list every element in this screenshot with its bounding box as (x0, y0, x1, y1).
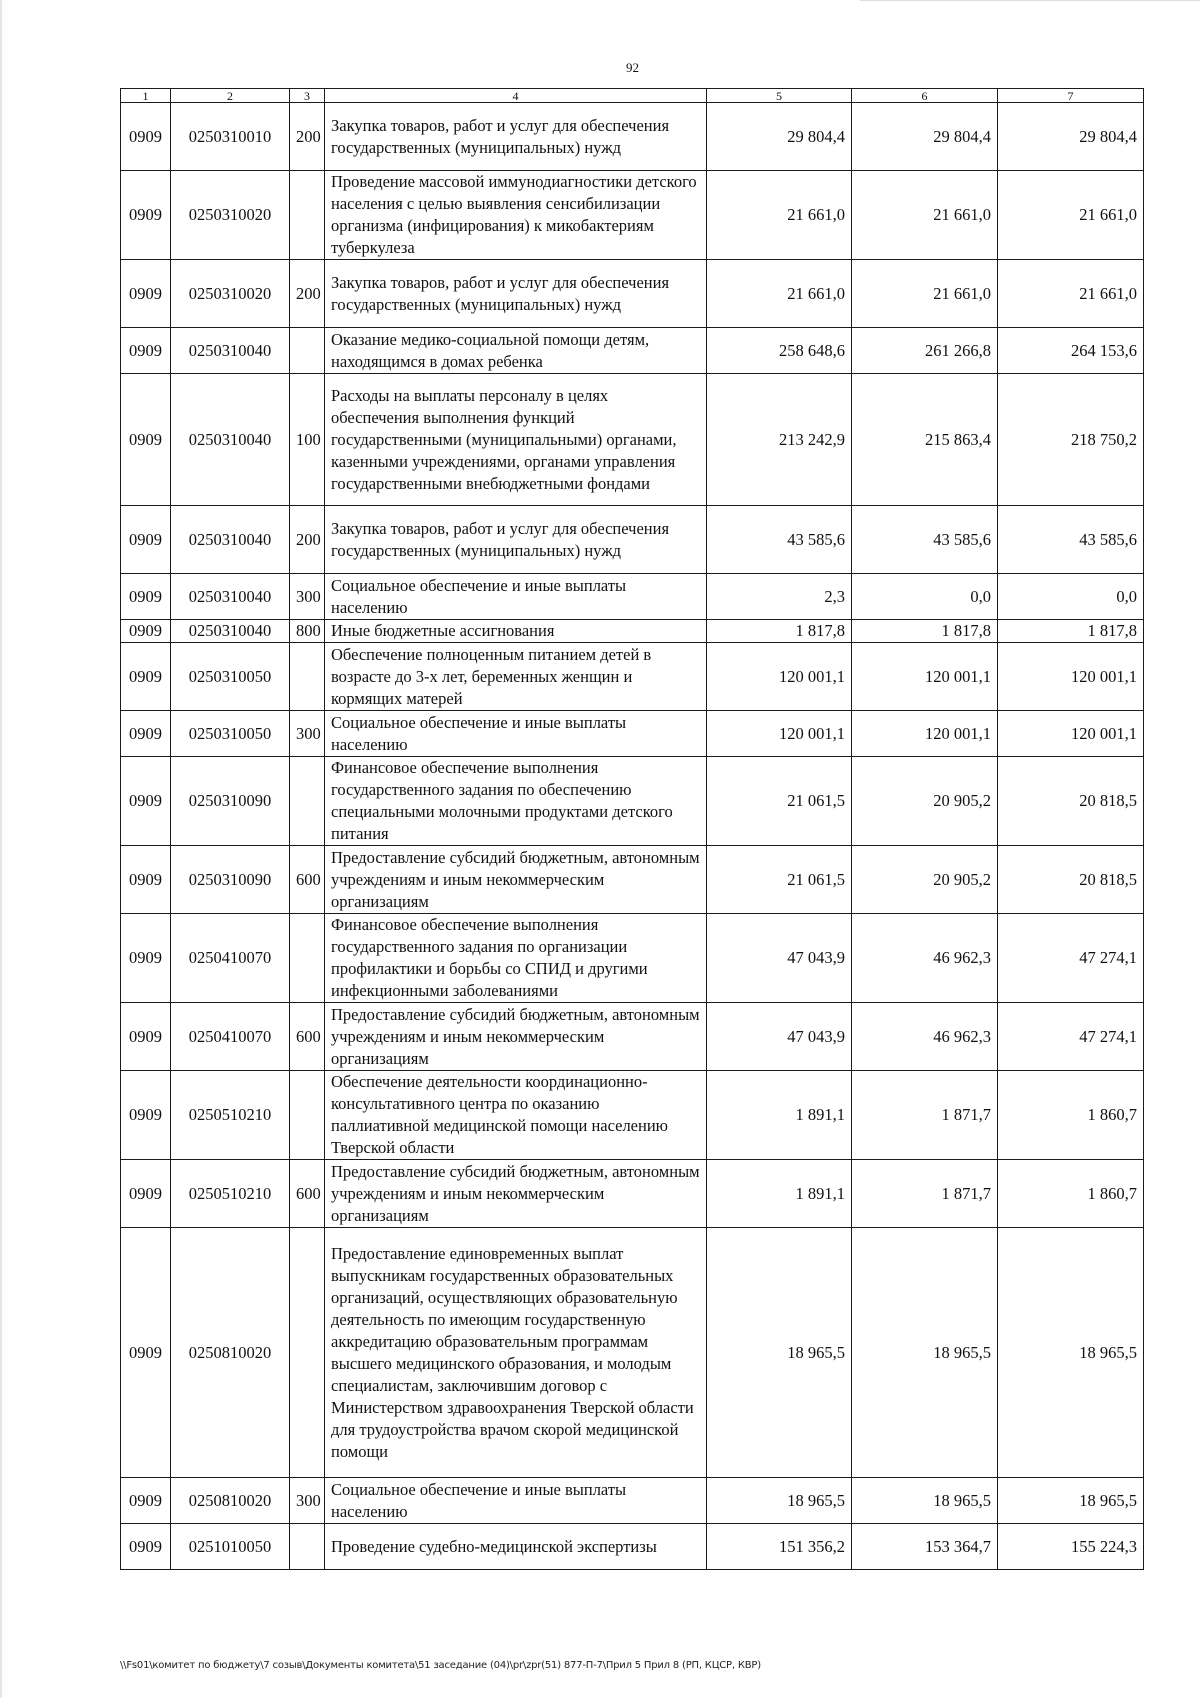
value-col5-cell: 151 356,2 (707, 1524, 852, 1570)
value-col6-cell: 21 661,0 (852, 171, 998, 260)
value-col7-cell: 20 818,5 (998, 846, 1144, 914)
expense-type-cell: 800 (290, 620, 325, 643)
value-col7-cell: 18 965,5 (998, 1228, 1144, 1478)
value-col6-cell: 29 804,4 (852, 103, 998, 171)
column-header: 3 (290, 89, 325, 103)
scan-top-line (860, 0, 1200, 1)
item-name-cell: Обеспечение полноценным питанием детей в возрасте до 3-х лет, беременных женщин и кормящих матерей (325, 643, 707, 711)
value-col6-cell: 215 863,4 (852, 374, 998, 506)
item-name-cell: Оказание медико-социальной помощи детям, находящимся в домах ребенка (325, 328, 707, 374)
table-row (121, 103, 1144, 171)
value-col5-cell: 2,3 (707, 574, 852, 620)
section-code-cell: 0909 (121, 374, 171, 506)
expense-type-cell: 300 (290, 1478, 325, 1524)
column-header: 5 (707, 89, 852, 103)
expense-type-cell: 600 (290, 1160, 325, 1228)
table-row (121, 171, 1144, 260)
table-row (121, 1524, 1144, 1570)
item-name-cell: Иные бюджетные ассигнования (325, 620, 707, 643)
value-col6-cell: 20 905,2 (852, 846, 998, 914)
value-col7-cell: 21 661,0 (998, 260, 1144, 328)
section-code-cell: 0909 (121, 914, 171, 1003)
expense-type-cell (290, 171, 325, 260)
footer-file-path: \\Fs01\комитет по бюджету\7 созыв\Документы комитета\51 заседание (04)\pr\zpr(51) 877-П-7\Прил 5 Прил 8 (РП, КЦСР, КВР) (120, 1660, 761, 1671)
table-row (121, 757, 1144, 846)
value-col5-cell: 47 043,9 (707, 914, 852, 1003)
value-col7-cell: 1 817,8 (998, 620, 1144, 643)
expense-type-cell: 200 (290, 260, 325, 328)
section-code-cell: 0909 (121, 103, 171, 171)
value-col6-cell: 120 001,1 (852, 711, 998, 757)
value-col5-cell: 21 061,5 (707, 757, 852, 846)
expense-type-cell (290, 643, 325, 711)
value-col7-cell: 0,0 (998, 574, 1144, 620)
value-col7-cell: 264 153,6 (998, 328, 1144, 374)
value-col6-cell: 18 965,5 (852, 1228, 998, 1478)
value-col6-cell: 21 661,0 (852, 260, 998, 328)
expense-type-cell: 100 (290, 374, 325, 506)
table-row (121, 620, 1144, 643)
expense-type-cell (290, 914, 325, 1003)
value-col6-cell: 0,0 (852, 574, 998, 620)
table-row (121, 506, 1144, 574)
expense-type-cell: 300 (290, 711, 325, 757)
item-name-cell: Социальное обеспечение и иные выплаты населению (325, 711, 707, 757)
budget-table (120, 88, 1144, 1570)
value-col6-cell: 1 871,7 (852, 1071, 998, 1160)
section-code-cell: 0909 (121, 260, 171, 328)
target-code-cell: 0250310020 (171, 260, 290, 328)
item-name-cell: Проведение массовой иммунодиагностики детского населения с целью выявления сенсибилизации организма (инфицирования) к микобактериям туберкулеза (325, 171, 707, 260)
value-col5-cell: 1 817,8 (707, 620, 852, 643)
value-col6-cell: 1 817,8 (852, 620, 998, 643)
target-code-cell: 0250810020 (171, 1228, 290, 1478)
target-code-cell: 0250310040 (171, 328, 290, 374)
value-col6-cell: 1 871,7 (852, 1160, 998, 1228)
target-code-cell: 0250510210 (171, 1071, 290, 1160)
value-col7-cell: 21 661,0 (998, 171, 1144, 260)
table-row (121, 1160, 1144, 1228)
target-code-cell: 0250810020 (171, 1478, 290, 1524)
value-col6-cell: 43 585,6 (852, 506, 998, 574)
target-code-cell: 0250410070 (171, 914, 290, 1003)
expense-type-cell: 200 (290, 103, 325, 171)
target-code-cell: 0250310020 (171, 171, 290, 260)
value-col5-cell: 18 965,5 (707, 1478, 852, 1524)
value-col7-cell: 155 224,3 (998, 1524, 1144, 1570)
column-header: 2 (171, 89, 290, 103)
table-row (121, 574, 1144, 620)
value-col5-cell: 21 061,5 (707, 846, 852, 914)
section-code-cell: 0909 (121, 1228, 171, 1478)
value-col7-cell: 120 001,1 (998, 711, 1144, 757)
table-row (121, 328, 1144, 374)
table-row (121, 1003, 1144, 1071)
section-code-cell: 0909 (121, 506, 171, 574)
value-col7-cell: 1 860,7 (998, 1071, 1144, 1160)
expense-type-cell: 200 (290, 506, 325, 574)
item-name-cell: Обеспечение деятельности координационно-консультативного центра по оказанию паллиативной медицинской помощи населению Тверской области (325, 1071, 707, 1160)
table-row (121, 374, 1144, 506)
section-code-cell: 0909 (121, 757, 171, 846)
table-row (121, 914, 1144, 1003)
item-name-cell: Расходы на выплаты персоналу в целях обеспечения выполнения функций государственными (муниципальными) органами, казенными учреждениями, органами управления государственными внебюджетными фондами (325, 374, 707, 506)
value-col5-cell: 43 585,6 (707, 506, 852, 574)
expense-type-cell (290, 328, 325, 374)
value-col6-cell: 120 001,1 (852, 643, 998, 711)
value-col5-cell: 29 804,4 (707, 103, 852, 171)
expense-type-cell: 600 (290, 1003, 325, 1071)
table-header-row (121, 89, 1144, 103)
item-name-cell: Проведение судебно-медицинской экспертизы (325, 1524, 707, 1570)
value-col7-cell: 43 585,6 (998, 506, 1144, 574)
section-code-cell: 0909 (121, 1524, 171, 1570)
table-row (121, 1228, 1144, 1478)
section-code-cell: 0909 (121, 846, 171, 914)
value-col7-cell: 120 001,1 (998, 643, 1144, 711)
value-col6-cell: 20 905,2 (852, 757, 998, 846)
value-col7-cell: 47 274,1 (998, 1003, 1144, 1071)
item-name-cell: Предоставление субсидий бюджетным, автономным учреждениям и иным некоммерческим организациям (325, 1160, 707, 1228)
value-col5-cell: 1 891,1 (707, 1071, 852, 1160)
target-code-cell: 0250310050 (171, 643, 290, 711)
item-name-cell: Финансовое обеспечение выполнения государственного задания по организации профилактики и борьбы со СПИД и другими инфекционными заболеваниями (325, 914, 707, 1003)
item-name-cell: Финансовое обеспечение выполнения государственного задания по обеспечению специальными молочными продуктами детского питания (325, 757, 707, 846)
value-col7-cell: 29 804,4 (998, 103, 1144, 171)
item-name-cell: Закупка товаров, работ и услуг для обеспечения государственных (муниципальных) нужд (325, 260, 707, 328)
value-col7-cell: 18 965,5 (998, 1478, 1144, 1524)
target-code-cell: 0250310040 (171, 374, 290, 506)
section-code-cell: 0909 (121, 711, 171, 757)
target-code-cell: 0250310040 (171, 574, 290, 620)
value-col6-cell: 46 962,3 (852, 1003, 998, 1071)
section-code-cell: 0909 (121, 328, 171, 374)
expense-type-cell: 600 (290, 846, 325, 914)
value-col7-cell: 1 860,7 (998, 1160, 1144, 1228)
value-col5-cell: 18 965,5 (707, 1228, 852, 1478)
scan-edge (0, 0, 2, 1698)
value-col6-cell: 261 266,8 (852, 328, 998, 374)
value-col7-cell: 218 750,2 (998, 374, 1144, 506)
value-col7-cell: 47 274,1 (998, 914, 1144, 1003)
expense-type-cell (290, 1228, 325, 1478)
table-body (121, 103, 1144, 1570)
value-col5-cell: 120 001,1 (707, 643, 852, 711)
expense-type-cell: 300 (290, 574, 325, 620)
table-row (121, 1478, 1144, 1524)
table-row (121, 260, 1144, 328)
item-name-cell: Предоставление субсидий бюджетным, автономным учреждениям и иным некоммерческим организациям (325, 846, 707, 914)
table-row (121, 846, 1144, 914)
table-row (121, 711, 1144, 757)
item-name-cell: Социальное обеспечение и иные выплаты населению (325, 574, 707, 620)
target-code-cell: 0251010050 (171, 1524, 290, 1570)
item-name-cell: Социальное обеспечение и иные выплаты населению (325, 1478, 707, 1524)
table-row (121, 643, 1144, 711)
section-code-cell: 0909 (121, 1160, 171, 1228)
value-col5-cell: 213 242,9 (707, 374, 852, 506)
column-header: 7 (998, 89, 1144, 103)
value-col5-cell: 1 891,1 (707, 1160, 852, 1228)
section-code-cell: 0909 (121, 643, 171, 711)
section-code-cell: 0909 (121, 171, 171, 260)
table-row (121, 1071, 1144, 1160)
expense-type-cell (290, 757, 325, 846)
section-code-cell: 0909 (121, 574, 171, 620)
item-name-cell: Закупка товаров, работ и услуг для обеспечения государственных (муниципальных) нужд (325, 103, 707, 171)
item-name-cell: Предоставление субсидий бюджетным, автономным учреждениям и иным некоммерческим организациям (325, 1003, 707, 1071)
page-number: 92 (626, 60, 639, 75)
value-col6-cell: 46 962,3 (852, 914, 998, 1003)
expense-type-cell (290, 1071, 325, 1160)
expense-type-cell (290, 1524, 325, 1570)
value-col5-cell: 21 661,0 (707, 171, 852, 260)
target-code-cell: 0250510210 (171, 1160, 290, 1228)
section-code-cell: 0909 (121, 1071, 171, 1160)
value-col5-cell: 120 001,1 (707, 711, 852, 757)
value-col7-cell: 20 818,5 (998, 757, 1144, 846)
target-code-cell: 0250310090 (171, 846, 290, 914)
value-col5-cell: 258 648,6 (707, 328, 852, 374)
section-code-cell: 0909 (121, 1478, 171, 1524)
value-col6-cell: 18 965,5 (852, 1478, 998, 1524)
target-code-cell: 0250310050 (171, 711, 290, 757)
column-header: 6 (852, 89, 998, 103)
section-code-cell: 0909 (121, 1003, 171, 1071)
value-col5-cell: 21 661,0 (707, 260, 852, 328)
value-col6-cell: 153 364,7 (852, 1524, 998, 1570)
section-code-cell: 0909 (121, 620, 171, 643)
column-header: 1 (121, 89, 171, 103)
item-name-cell: Предоставление единовременных выплат выпускникам государственных образовательных организаций, осуществляющих образовательную деятельность по имеющим государственную аккредитацию образовательным программам высшего медицинского образования, и молодым специалистам, заключившим договор с Министерством здравоохранения Тверской области для трудоустройства врачом скорой медицинской помощи (325, 1228, 707, 1478)
target-code-cell: 0250410070 (171, 1003, 290, 1071)
target-code-cell: 0250310040 (171, 506, 290, 574)
target-code-cell: 0250310040 (171, 620, 290, 643)
value-col5-cell: 47 043,9 (707, 1003, 852, 1071)
target-code-cell: 0250310090 (171, 757, 290, 846)
column-header: 4 (325, 89, 707, 103)
item-name-cell: Закупка товаров, работ и услуг для обеспечения государственных (муниципальных) нужд (325, 506, 707, 574)
target-code-cell: 0250310010 (171, 103, 290, 171)
